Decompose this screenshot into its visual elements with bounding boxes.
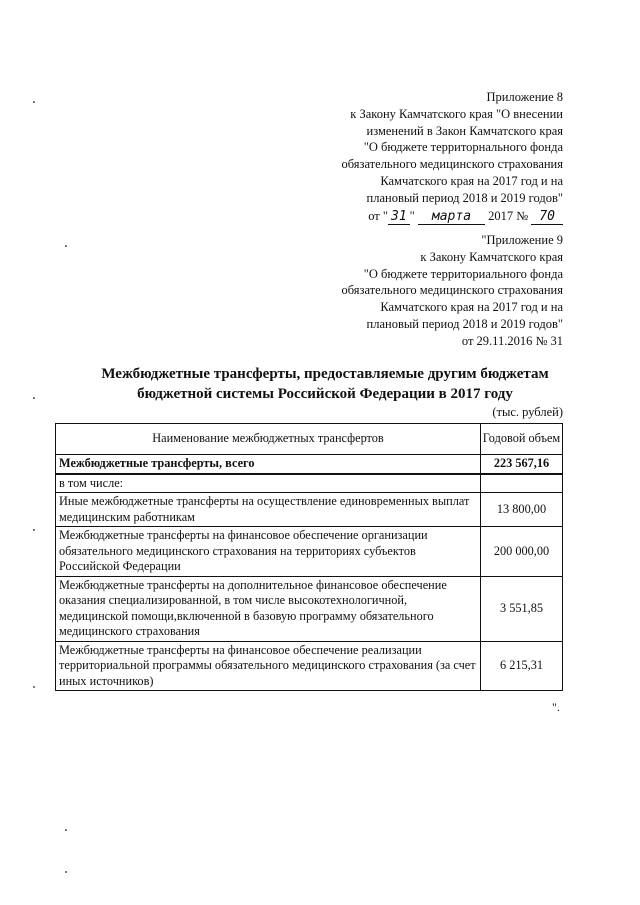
handwritten-number: 70 (531, 209, 563, 225)
annex-line: "О бюджете территориального фонда (363, 266, 563, 281)
annex-line: Приложение 8 (486, 90, 563, 104)
scan-speck (33, 397, 35, 399)
annex-9-header (341, 232, 563, 350)
annex-8-header (341, 89, 563, 225)
scan-speck (33, 101, 35, 103)
scan-speck (33, 529, 35, 531)
title-line-2: бюджетной системы Российской Федерации в 2017 году (137, 386, 513, 402)
row-value: 6 215,31 (481, 641, 563, 691)
transfers-table (55, 423, 563, 691)
including-value-empty (481, 474, 563, 493)
closing-quote-mark: ". (552, 700, 560, 714)
table-row (56, 576, 563, 641)
row-name: Межбюджетные трансферты на финансовое обеспечение организации обязательного медицинского страхования на территориях субъектов Российской Федерации (56, 527, 481, 577)
row-value: 3 551,85 (481, 576, 563, 641)
units-note: (тыс. рублей) (492, 405, 563, 419)
annex-line: от 29.11.2016 № 31 (461, 333, 563, 348)
annex-line: изменений в Закон Камчатского края (366, 123, 563, 138)
scan-speck (65, 829, 67, 831)
row-name: Межбюджетные трансферты на дополнительное финансовое обеспечение оказания специализированной, в том числе высокотехнологичной, медицинской помощи,включенной в базовую программу обязательного медицинского страхования (56, 576, 481, 641)
annex-line: Камчатского края на 2017 год и на (380, 173, 563, 188)
annex-line: Камчатского края на 2017 год и на (380, 300, 563, 315)
header-volume: Годовой объем (481, 424, 563, 455)
annex-line: обязательного медицинского страхования (341, 157, 563, 172)
date-prefix: от " (368, 208, 388, 223)
row-value: 200 000,00 (481, 527, 563, 577)
annex-line: плановый период 2018 и 2019 годов" (366, 316, 563, 331)
row-value: 13 800,00 (481, 493, 563, 527)
scan-speck (65, 245, 67, 247)
annex-line: обязательного медицинского страхования (341, 283, 563, 298)
scan-speck (33, 686, 35, 688)
handwritten-month: марта (418, 209, 485, 225)
annex-line: "Приложение 9 (481, 233, 563, 247)
annex-line: к Закону Камчатского края "О внесении (350, 106, 563, 121)
total-name: Межбюджетные трансферты, всего (56, 455, 481, 474)
table-row (56, 527, 563, 577)
header-name: Наименование межбюджетных трансфертов (56, 424, 481, 455)
document-title (60, 364, 590, 404)
annex-line: к Закону Камчатского края (420, 249, 563, 264)
scan-speck (65, 871, 67, 873)
date-quote: " (409, 208, 415, 223)
row-name: Иные межбюджетные трансферты на осуществление единовременных выплат медицинским работникам (56, 493, 481, 527)
title-line-1: Межбюджетные трансферты, предоставляемые другим бюджетам (101, 366, 549, 382)
table-header-row (56, 424, 563, 455)
total-value: 223 567,16 (481, 455, 563, 474)
row-name: Межбюджетные трансферты на финансовое обеспечение реализации территориальной программы обязательного медицинского страхования (за счет иных источников) (56, 641, 481, 691)
table-row (56, 641, 563, 691)
annex-date-line (341, 208, 563, 226)
annex-line: "О бюджете территорнального фонда (363, 140, 563, 155)
table-row (56, 493, 563, 527)
table-row-including (56, 474, 563, 493)
handwritten-day: 31 (388, 209, 410, 225)
annex-line: плановый период 2018 и 2019 годов" (366, 190, 563, 205)
table-row-total (56, 455, 563, 474)
including-label: в том числе: (56, 474, 481, 493)
year-number-label: 2017 № (488, 208, 529, 223)
